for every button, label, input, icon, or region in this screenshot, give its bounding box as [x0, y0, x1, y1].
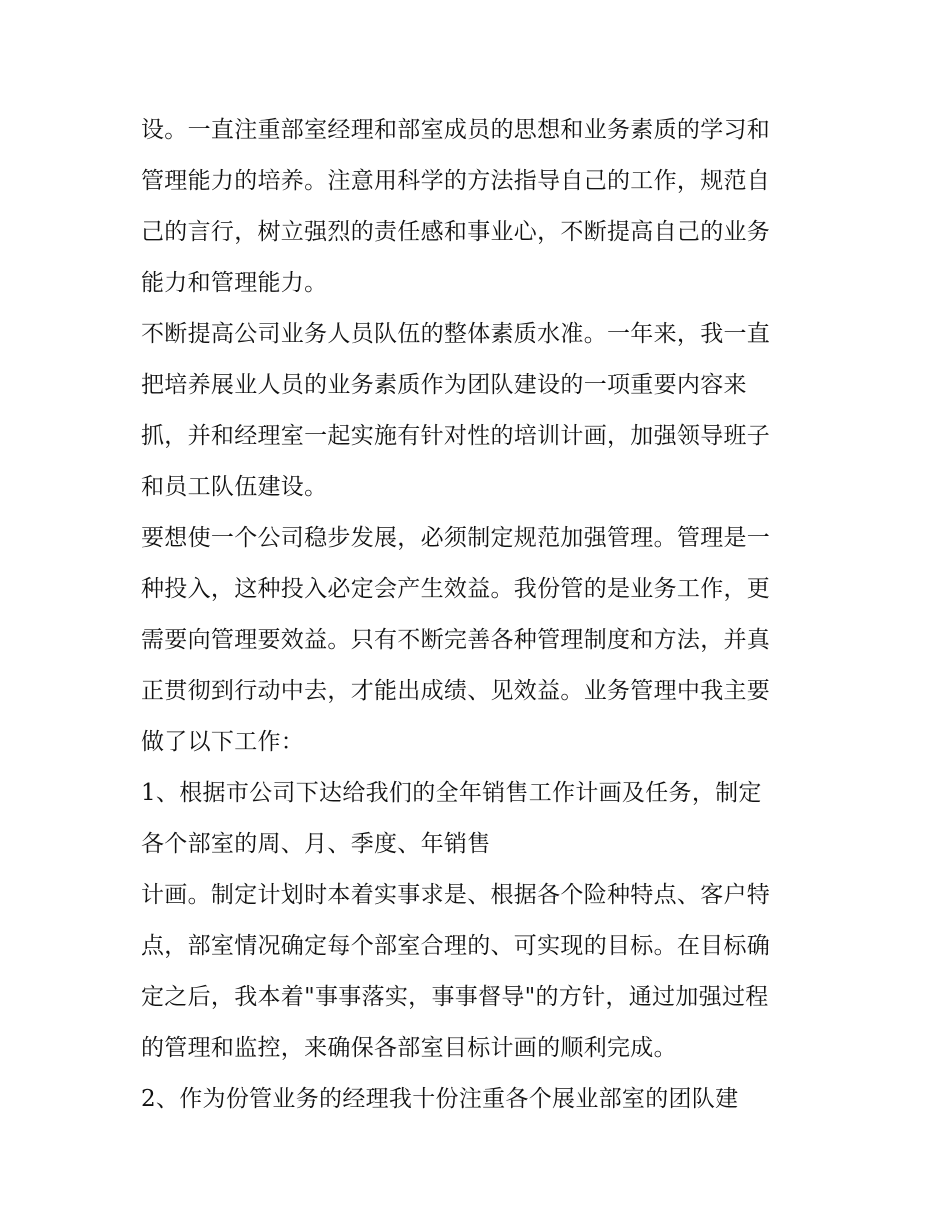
text-line: 做了以下工作：: [141, 729, 305, 755]
text-line: 各个部室的周、月、季度、年销售: [141, 831, 491, 857]
text-line: 1、根据市公司下达给我们的全年销售工作计画及任务，制定: [141, 780, 762, 806]
text-line: 抓，并和经理室一起实施有针对性的培训计画，加强领导班子: [141, 423, 771, 449]
text-line: 己的言行，树立强烈的责任感和事业心，不断提高自己的业务: [141, 219, 771, 245]
text-line: 把培养展业人员的业务素质作为团队建设的一项重要内容来: [141, 372, 747, 398]
text-line: 定之后，我本着"事事落实，事事督导"的方针，通过加强过程: [141, 984, 769, 1010]
text-line: 计画。制定计划时本着实事求是、根据各个险种特点、客户特: [141, 882, 771, 908]
text-line: 不断提高公司业务人员队伍的整体素质水准。一年来，我一直: [141, 321, 771, 347]
document-body: [141, 108, 821, 1128]
text-line: 2、作为份管业务的经理我十份注重各个展业部室的团队建: [141, 1086, 739, 1112]
text-line: 和员工队伍建设。: [141, 474, 328, 500]
text-line: 正贯彻到行动中去，才能出成绩、见效益。业务管理中我主要: [141, 678, 771, 704]
text-line: 设。一直注重部室经理和部室成员的思想和业务素质的学习和: [141, 117, 771, 143]
text-line: 需要向管理要效益。只有不断完善各种管理制度和方法，并真: [141, 627, 771, 653]
text-line: 能力和管理能力。: [141, 270, 328, 296]
text-line: 点，部室情况确定每个部室合理的、可实现的目标。在目标确: [141, 933, 771, 959]
text-line: 管理能力的培养。注意用科学的方法指导自己的工作，规范自: [141, 168, 771, 194]
text-line: 的管理和监控，来确保各部室目标计画的顺利完成。: [141, 1035, 677, 1061]
text-line: 要想使一个公司稳步发展，必须制定规范加强管理。管理是一: [141, 525, 771, 551]
text-line: 种投入，这种投入必定会产生效益。我份管的是业务工作，更: [141, 576, 771, 602]
